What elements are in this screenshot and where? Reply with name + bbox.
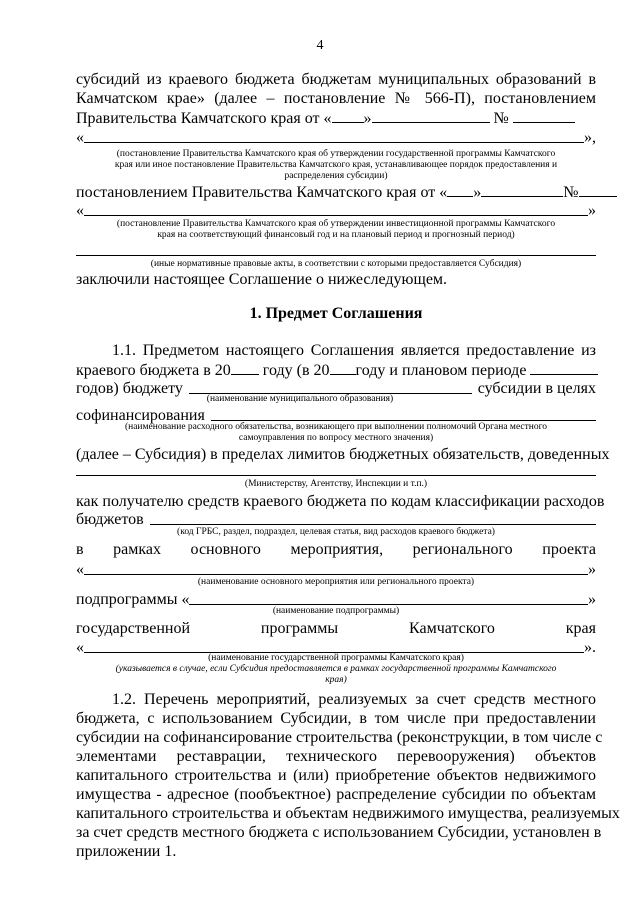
text-fragment: № xyxy=(563,184,579,201)
text-line: за счет средств местного бюджета с использованием Субсидии, установлен в xyxy=(76,824,602,841)
text-fragment: », xyxy=(584,129,596,146)
text-fragment: » xyxy=(588,202,596,219)
text-line: (далее – Субсидия) в пределах лимитов бюджетных обязательств, доведенных xyxy=(76,446,610,463)
text-line xyxy=(76,540,596,559)
field-note: распределения субсидии) xyxy=(284,171,388,181)
text-fragment: краевого бюджета в 20 xyxy=(76,362,231,379)
text-fragment: основного xyxy=(190,541,261,558)
blank-line xyxy=(76,243,596,256)
field-note: (Министерству, Агентству, Инспекции и т.п.) xyxy=(244,479,428,489)
text-fragment: Камчатского xyxy=(409,620,495,637)
blank-field xyxy=(84,128,584,143)
blank-field xyxy=(481,182,563,197)
text-line: бюджета, с использованием Субсидии, в том числе при предоставлении xyxy=(76,710,596,727)
text-fragment: » xyxy=(588,561,596,578)
field-note: (постановление Правительства Камчатского края об утверждении инвестиционной программы Камчатского xyxy=(116,219,556,229)
text-fragment: году и плановом периоде xyxy=(355,362,527,379)
text-line: субсидий из краевого бюджета бюджетам муниципальных образований в xyxy=(76,71,596,88)
blank-field xyxy=(211,406,596,421)
text-fragment: Правительства Камчатского края от « xyxy=(76,110,332,127)
blank-field xyxy=(84,560,588,575)
text-fragment: » xyxy=(588,591,596,608)
text-line xyxy=(76,619,596,638)
text-fragment: ». xyxy=(584,639,596,656)
text-fragment: « xyxy=(76,129,84,146)
text-fragment: подпрограммы « xyxy=(76,591,190,608)
blank-line xyxy=(76,463,596,476)
text-line: имущества - адресное (пообъектное) распределение субсидии по объектам xyxy=(76,786,596,803)
blank-field xyxy=(231,360,259,375)
text-fragment: регионального xyxy=(412,541,513,558)
field-note: (наименование основного мероприятия или регионального проекта) xyxy=(197,577,475,587)
text-line: 1.1. Предметом настоящего Соглашения является предоставление из xyxy=(112,342,596,359)
blank-field xyxy=(513,108,575,123)
text-line xyxy=(76,128,596,147)
blank-field xyxy=(150,510,596,525)
text-fragment: » xyxy=(363,110,372,127)
text-line: элементами реставрации, технического перевооружения) объектов xyxy=(76,748,596,765)
text-line: субсидии на софинансирование строительства (реконструкции, в том числе с xyxy=(76,729,603,746)
field-note: (наименование государственной программы Камчатского края) xyxy=(208,653,464,663)
text-fragment: № xyxy=(493,110,509,127)
field-note: (наименование подпрограммы) xyxy=(272,606,400,616)
field-note: (указывается в случае, если Субсидия предоставляется в рамках государственной программы Камчатского xyxy=(115,664,557,674)
field-note: (наименование муниципального образования) xyxy=(206,394,394,404)
field-note: (код ГРБС, раздел, подраздел, целевая статья, вид расходов краевого бюджета) xyxy=(177,527,495,537)
text-fragment: программы xyxy=(260,620,339,637)
text-line: 1.2. Перечень мероприятий, реализуемых за счет средств местного xyxy=(112,691,596,708)
blank-field xyxy=(530,360,598,375)
field-note: самоуправления по вопросу местного значения) xyxy=(238,433,434,443)
text-fragment: » xyxy=(473,184,482,201)
text-fragment: « xyxy=(76,561,84,578)
text-line: приложении 1. xyxy=(76,843,177,860)
blank-field xyxy=(84,201,588,216)
blank-field xyxy=(447,182,473,197)
text-fragment: постановлением Правительства Камчатского края от « xyxy=(76,184,448,201)
blank-field xyxy=(189,379,472,394)
field-note: края на соответствующий финансовый год и на плановый период и прогнозный период) xyxy=(157,230,515,240)
field-note: (иные нормативные правовые акты, в соответствии с которыми предоставляется Субсидия) xyxy=(150,259,522,269)
blank-field xyxy=(332,108,364,123)
text-line: капитального строительства и объектам недвижимого имущества, реализуемых xyxy=(76,805,620,822)
text-fragment: « xyxy=(76,639,84,656)
blank-field xyxy=(330,360,356,375)
text-line xyxy=(76,108,596,128)
text-line xyxy=(76,182,596,202)
blank-field xyxy=(579,182,617,197)
field-note: края) xyxy=(325,675,347,685)
section-title: 1. Предмет Соглашения xyxy=(249,305,423,322)
text-fragment: бюджетов xyxy=(76,511,144,528)
blank-field xyxy=(84,638,584,653)
text-fragment: году (в 20 xyxy=(262,362,330,379)
text-fragment: годов) бюджету xyxy=(76,380,183,397)
text-line: капитального строительства и (или) приобретение объектов недвижимого xyxy=(76,767,596,784)
text-fragment: субсидии в целях xyxy=(477,380,596,397)
text-line xyxy=(76,360,596,380)
text-line: заключили настоящее Соглашение о нижеследующем. xyxy=(76,271,448,288)
text-fragment: государственной xyxy=(76,620,191,637)
text-fragment: края xyxy=(565,620,596,637)
text-fragment: проекта xyxy=(542,541,596,558)
text-line: как получателю средств краевого бюджета по кодам классификации расходов xyxy=(76,493,605,510)
text-fragment: « xyxy=(76,202,84,219)
blank-field xyxy=(372,108,490,123)
page-number: 4 xyxy=(316,38,324,53)
text-fragment: мероприятия, xyxy=(290,541,384,558)
field-note: (постановление Правительства Камчатского края об утверждении государственной программы Камчатского xyxy=(116,149,556,159)
text-fragment: рамках xyxy=(113,541,161,558)
text-line: Камчатском крае» (далее – постановление № 566-П), постановлением xyxy=(76,90,596,107)
text-fragment: в xyxy=(76,541,84,558)
text-fragment: софинансирования xyxy=(76,407,205,424)
blank-field xyxy=(189,590,588,605)
field-note: края или иное постановление Правительства Камчатского края, устанавливающее порядок предоставления и xyxy=(114,160,558,170)
field-note: (наименование расходного обязательства, возникающего при выполнении полномочий Органа местного xyxy=(124,422,548,432)
